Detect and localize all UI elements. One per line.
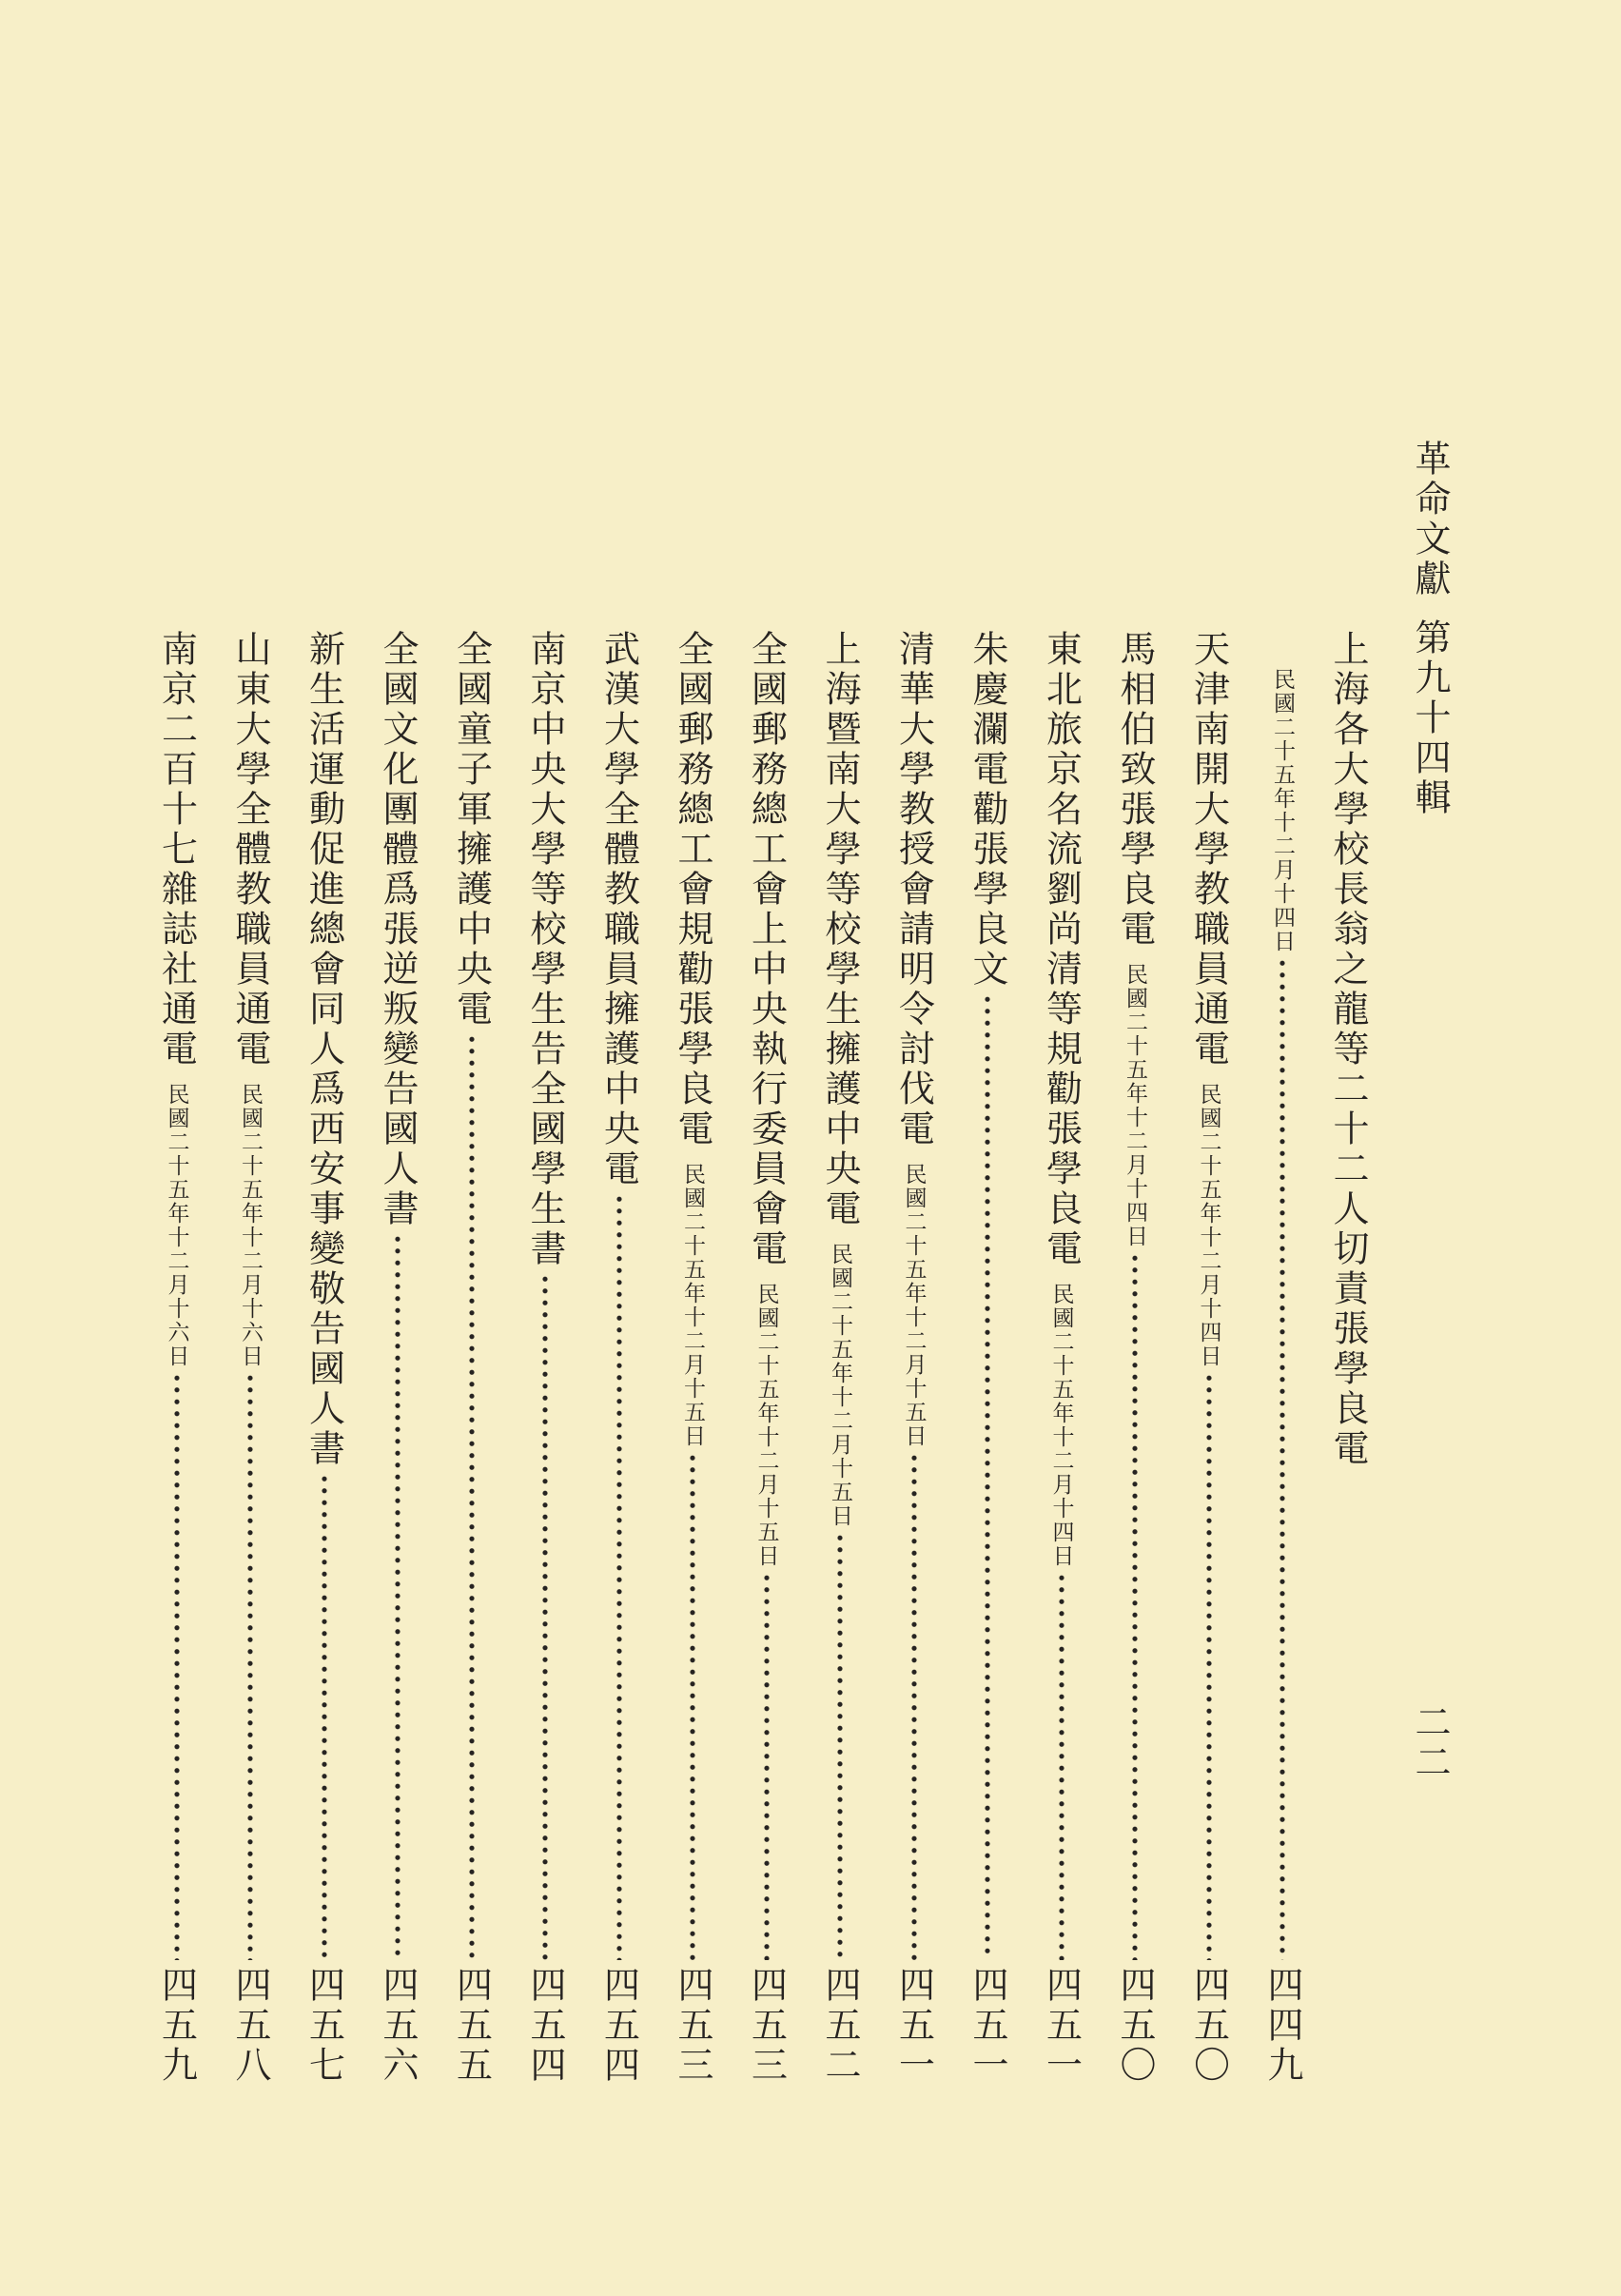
entry-title: 馬相伯致張學良電 [1114, 630, 1156, 950]
entry-title: 全國童子軍擁護中央電 [450, 630, 493, 1030]
entry-title: 全國郵務總工會規勸張學良電 [672, 630, 713, 1149]
entry-page-number: 四五〇 [1114, 1966, 1156, 2086]
book-title: 革命文獻 [1409, 440, 1451, 599]
entry-date: 民國二十五年十二月十六日 [238, 1083, 263, 1368]
dot-leader [1130, 1252, 1140, 1960]
running-header [1409, 440, 1451, 818]
entry-date: 民國二十五年十二月十四日 [1270, 668, 1295, 953]
toc-entry [667, 630, 718, 2086]
dot-leader [1057, 1572, 1066, 1960]
toc-entry [1109, 630, 1161, 2086]
entry-page-number: 四五五 [450, 1966, 493, 2086]
toc-entry-title-line [1322, 630, 1374, 1469]
entry-page-number: 四五〇 [1187, 1966, 1230, 2086]
dot-leader [540, 1273, 550, 1960]
toc-entry [741, 630, 792, 2086]
entry-date: 民國二十五年十二月十四日 [1196, 1083, 1221, 1368]
entry-date: 民國二十五年十二月十五日 [753, 1283, 779, 1568]
entry-date: 民國二十五年十二月十五日 [828, 1243, 852, 1528]
entry-date: 民國二十五年十二月十五日 [680, 1163, 705, 1448]
entry-title: 南京中央大學等校學生告全國學生書 [524, 630, 566, 1269]
entry-title: 東北旅京名流劉尚清等規勸張學良電 [1040, 630, 1083, 1269]
entry-title: 上海各大學校長翁之龍等二十二人切責張學良電 [1327, 630, 1369, 1469]
dot-leader [909, 1452, 919, 1960]
toc-entry [151, 630, 203, 2086]
entry-page-number: 四五二 [819, 1966, 861, 2086]
dot-leader [688, 1452, 697, 1960]
entry-page-number: 四五九 [155, 1966, 198, 2086]
entry-title: 清華大學教授會請明令討伐電 [892, 630, 935, 1149]
entry-page-number: 四五一 [892, 1966, 935, 2086]
entry-page-number: 四五四 [524, 1966, 566, 2086]
toc-entry [889, 630, 940, 2086]
entry-date: 民國二十五年十二月十五日 [901, 1163, 927, 1448]
entry-date: 民國二十五年十二月十六日 [164, 1083, 189, 1368]
dot-leader [393, 1233, 402, 1960]
entry-page-number: 四五八 [229, 1966, 271, 2086]
entry-title: 南京二百十七雜誌社通電 [155, 630, 198, 1070]
entry-page-number: 四五六 [377, 1966, 419, 2086]
entry-title: 山東大學全體教職員通電 [229, 630, 271, 1070]
toc-entry [594, 630, 645, 2086]
page-number: 二二 [1409, 1703, 1451, 1783]
dot-leader [467, 1033, 477, 1960]
toc-entry [446, 630, 498, 2086]
entry-title: 全國郵務總工會上中央執行委員會電 [745, 630, 788, 1269]
dot-leader [1278, 957, 1287, 1960]
entry-page-number: 四五三 [745, 1966, 788, 2086]
dot-leader [245, 1372, 255, 1960]
entry-title: 天津南開大學教職員通電 [1187, 630, 1230, 1070]
dot-leader [615, 1193, 624, 1960]
dot-leader [762, 1572, 771, 1960]
toc-entry [1036, 630, 1087, 2086]
entry-title: 武漢大學全體教職員擁護中央電 [597, 630, 640, 1189]
toc-entry [519, 630, 571, 2086]
entry-page-number: 四五四 [597, 1966, 640, 2086]
dot-leader [835, 1532, 845, 1960]
toc-entry [962, 630, 1013, 2086]
volume-label: 第九十四輯 [1409, 618, 1451, 818]
toc-entry [1183, 630, 1235, 2086]
entry-page-number: 四五七 [303, 1966, 345, 2086]
dot-leader [1204, 1372, 1214, 1960]
dot-leader [983, 993, 992, 1960]
toc-entry [299, 630, 350, 2086]
entry-title: 上海暨南大學等校學生擁護中央電 [819, 630, 861, 1229]
entry-date: 民國二十五年十二月十四日 [1123, 963, 1147, 1248]
entry-page-number: 四五一 [1040, 1966, 1083, 2086]
entry-page-number: 四四九 [1261, 1966, 1303, 2086]
entry-title: 全國文化團體爲張逆叛變告國人書 [377, 630, 419, 1229]
entry-title: 朱慶瀾電勸張學良文 [967, 630, 1008, 990]
entry-page-number: 四五一 [967, 1966, 1008, 2086]
entry-page-number: 四五三 [672, 1966, 713, 2086]
entry-date: 民國二十五年十二月十四日 [1048, 1283, 1074, 1568]
dot-leader [172, 1372, 182, 1960]
toc-entry-continuation [1257, 630, 1308, 2086]
toc-entry [814, 630, 866, 2086]
toc-entry [372, 630, 423, 2086]
dot-leader [320, 1473, 329, 1960]
entry-title: 新生活運動促進總會同人爲西安事變敬告國人書 [303, 630, 345, 1469]
toc-entry [225, 630, 276, 2086]
